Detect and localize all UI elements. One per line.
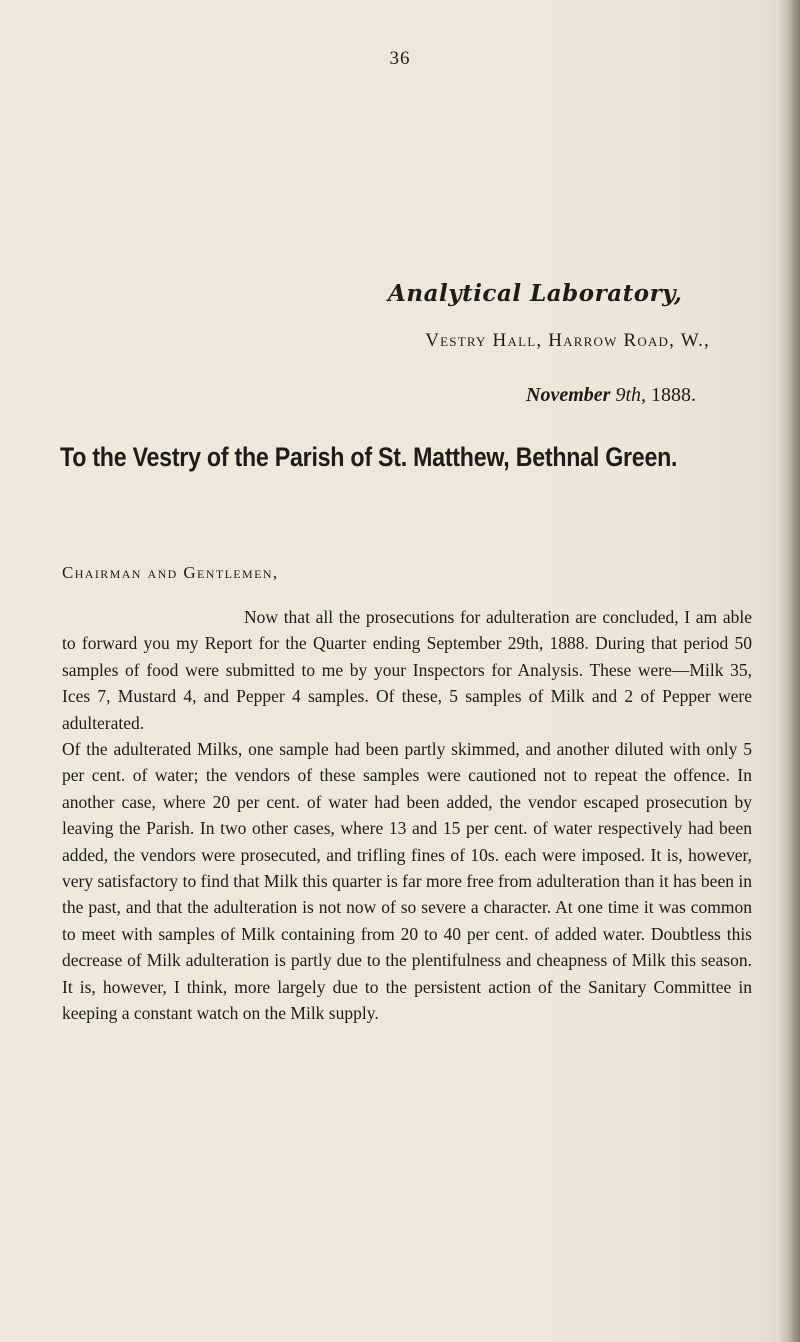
date-day: 9th, — [615, 384, 646, 406]
page-edge-shadow — [778, 0, 800, 1342]
letter-date — [526, 384, 696, 407]
date-month: November — [526, 384, 611, 406]
addressee-heading: To the Vestry of the Parish of St. Matthew, Bethnal Green. — [60, 442, 678, 472]
salutation: Chairman and Gentlemen, — [62, 563, 279, 582]
date-year: 1888. — [651, 384, 696, 406]
letterhead-address: Vestry Hall, Harrow Road, W., — [425, 330, 710, 351]
page-number: 36 — [389, 48, 411, 69]
paragraph-2: Of the adulterated Milks, one sample had been partly skimmed, and another diluted with only 5 per cent. of water; the vendors of these samples were cautioned not to repeat the offence. In another case, where 20 per cent. of water had been added, the vendor escaped prosecution by leaving the Parish. In two other cases, where 13 and 15 per cent. of water respectively had been added, the vendors were prosecuted, and trifling fines of 10s. each were imposed. It is, however, very satisfactory to find that Milk this quarter is far more free from adulteration than it has been in the past, and that the adulteration is not now of so severe a character. At one time it was common to meet with samples of Milk containing from 20 to 40 per cent. of added water. Doubtless this decrease of Milk adulteration is partly due to the plentifulness and cheapness of Milk this season. It is, however, I think, more largely due to the persistent action of the Sanitary Committee in keeping a constant watch on the Milk supply. — [62, 739, 752, 1024]
letter-body — [62, 604, 752, 1027]
letterhead-title: Analytical Laboratory, — [388, 280, 683, 307]
paragraph-1: Now that all the prosecutions for adulteration are concluded, I am able to forward you my Report for the Quarter ending September 29th, 1888. During that period 50 samples of food were submitted to me by your Inspectors for Analysis. These were—Milk 35, Ices 7, Mustard 4, and Pepper 4 samples. Of these, 5 samples of Milk and 2 of Pepper were adulterated. — [62, 607, 752, 733]
